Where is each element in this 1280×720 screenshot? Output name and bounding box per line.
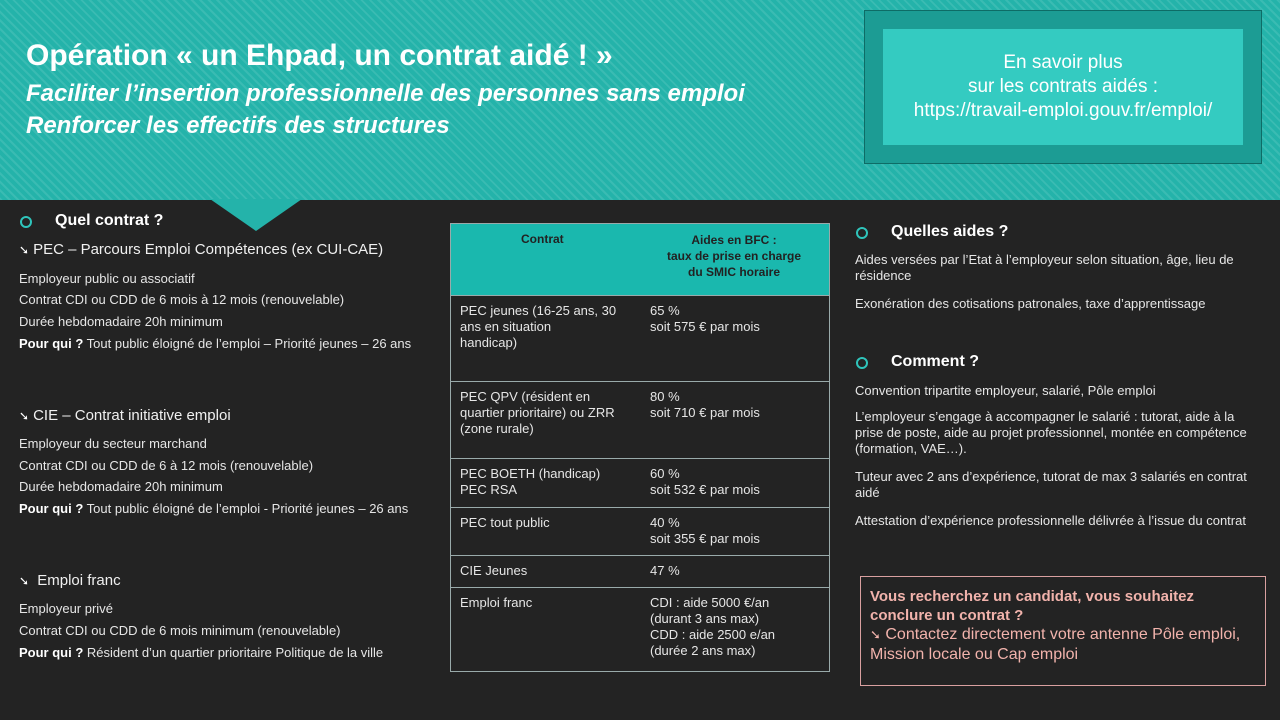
pec-who-label: Pour qui ? <box>19 336 84 351</box>
table-row <box>451 555 829 587</box>
table-cell-aid: 47 % <box>650 563 680 578</box>
cta-answer-text: Contactez directement votre antenne Pôle emploi, Mission locale ou Cap emploi <box>870 626 1241 663</box>
table-row <box>451 295 829 381</box>
table-cell-contract: PEC BOETH (handicap) PEC RSA <box>460 466 601 497</box>
cie-title-text: CIE – Contrat initiative emploi <box>33 407 231 424</box>
table-cell-aid: 80 % soit 710 € par mois <box>650 389 760 420</box>
table-row <box>451 458 829 507</box>
comment-line: Attestation d’expérience professionnelle délivrée à l’issue du contrat <box>855 513 1246 528</box>
aid-table <box>450 223 830 672</box>
pec-line: Contrat CDI ou CDD de 6 mois à 12 mois (renouvelable) <box>19 292 345 307</box>
franc-who-text: Résident d’un quartier prioritaire Politique de la ville <box>83 645 384 660</box>
info-link[interactable]: https://travail-emploi.gouv.fr/emploi/ <box>913 100 1213 121</box>
banner-notch <box>210 199 302 231</box>
cie-line: Contrat CDI ou CDD de 6 à 12 mois (renouvelable) <box>19 458 314 473</box>
cie-line: Employeur du secteur marchand <box>19 436 207 451</box>
page-subtitle-2: Renforcer les effectifs des structures <box>26 112 450 139</box>
franc-who <box>19 645 429 661</box>
arrow-down-right-icon: ➘ <box>19 409 30 423</box>
comment-line: Convention tripartite employeur, salarié, Pôle emploi <box>855 383 1156 398</box>
table-cell-aid: 65 % soit 575 € par mois <box>650 303 760 334</box>
table-row <box>451 587 829 671</box>
cie-who-text: Tout public éloigné de l’emploi - Priorité jeunes – 26 ans <box>83 501 409 516</box>
franc-line: Employeur privé <box>19 601 113 616</box>
table-cell-aid: 60 % soit 532 € par mois <box>650 466 760 497</box>
cie-title <box>19 407 231 424</box>
table-row <box>451 381 829 458</box>
arrow-down-right-icon: ➘ <box>870 627 881 642</box>
pec-title-text: PEC – Parcours Emploi Compétences (ex CUI-CAE) <box>33 241 384 258</box>
cie-line: Durée hebdomadaire 20h minimum <box>19 479 223 494</box>
column-header-aides: Aides en BFC : taux de prise en charge du SMIC horaire <box>666 233 802 279</box>
heading-quelles-aides <box>891 223 1008 241</box>
circle-bullet-icon <box>856 227 868 239</box>
table-cell-aid: CDI : aide 5000 €/an (durant 3 ans max) CDD : aide 2500 e/an (durée 2 ans max) <box>650 595 776 658</box>
column-header-contrat: Contrat <box>521 232 564 246</box>
table-cell-contract: CIE Jeunes <box>460 563 528 578</box>
heading-quel-contrat <box>55 212 163 230</box>
heading-text: Quel contrat ? <box>55 212 164 229</box>
aides-line: Exonération des cotisations patronales, taxe d’apprentissage <box>855 296 1206 311</box>
franc-title-text: Emploi franc <box>37 572 121 589</box>
table-cell-contract: PEC tout public <box>460 515 550 530</box>
heading-comment <box>891 353 979 371</box>
heading-text: Quelles aides ? <box>891 223 1009 240</box>
aides-line: Aides versées par l’Etat à l’employeur selon situation, âge, lieu de résidence <box>855 252 1234 283</box>
pec-line: Employeur public ou associatif <box>19 271 195 286</box>
arrow-down-right-icon: ➘ <box>19 243 30 257</box>
pec-who <box>19 336 424 352</box>
circle-bullet-icon <box>856 357 868 369</box>
cta-box <box>860 576 1266 686</box>
cta-answer <box>870 625 1256 665</box>
comment-line: L’employeur s’engage à accompagner le salarié : tutorat, aide à la prise de poste, aide au projet professionnel, montée en compétence (formation, VAE…). <box>855 409 1247 456</box>
table-cell-contract: Emploi franc <box>460 595 533 610</box>
cie-who <box>19 501 424 517</box>
info-box-inner <box>883 29 1243 145</box>
info-line-2: sur les contrats aidés : <box>967 76 1159 97</box>
heading-text: Comment ? <box>891 353 979 370</box>
table-row <box>451 507 829 555</box>
comment-line: Tuteur avec 2 ans d’expérience, tutorat de max 3 salariés en contrat aidé <box>855 469 1247 500</box>
page-title: Opération « un Ehpad, un contrat aidé ! » <box>26 39 613 72</box>
circle-bullet-icon <box>20 216 32 228</box>
cie-who-label: Pour qui ? <box>19 501 84 516</box>
franc-who-label: Pour qui ? <box>19 645 84 660</box>
table-cell-contract: PEC QPV (résident en quartier prioritaire) ou ZRR (zone rurale) <box>460 389 615 436</box>
info-line-1: En savoir plus <box>1003 52 1123 73</box>
franc-line: Contrat CDI ou CDD de 6 mois minimum (renouvelable) <box>19 623 341 638</box>
table-cell-contract: PEC jeunes (16-25 ans, 30 ans en situation handicap) <box>460 303 617 350</box>
info-box <box>864 10 1262 164</box>
table-header <box>451 224 829 295</box>
pec-line: Durée hebdomadaire 20h minimum <box>19 314 223 329</box>
page-subtitle-1: Faciliter l’insertion professionnelle des personnes sans emploi <box>26 80 745 107</box>
pec-who-text: Tout public éloigné de l’emploi – Priorité jeunes – 26 ans <box>83 336 412 351</box>
arrow-down-right-icon: ➘ <box>19 574 30 588</box>
franc-title <box>19 572 121 589</box>
pec-title <box>19 241 383 258</box>
cta-question: Vous recherchez un candidat, vous souhaitez conclure un contrat ? <box>870 588 1194 624</box>
table-cell-aid: 40 % soit 355 € par mois <box>650 515 760 546</box>
